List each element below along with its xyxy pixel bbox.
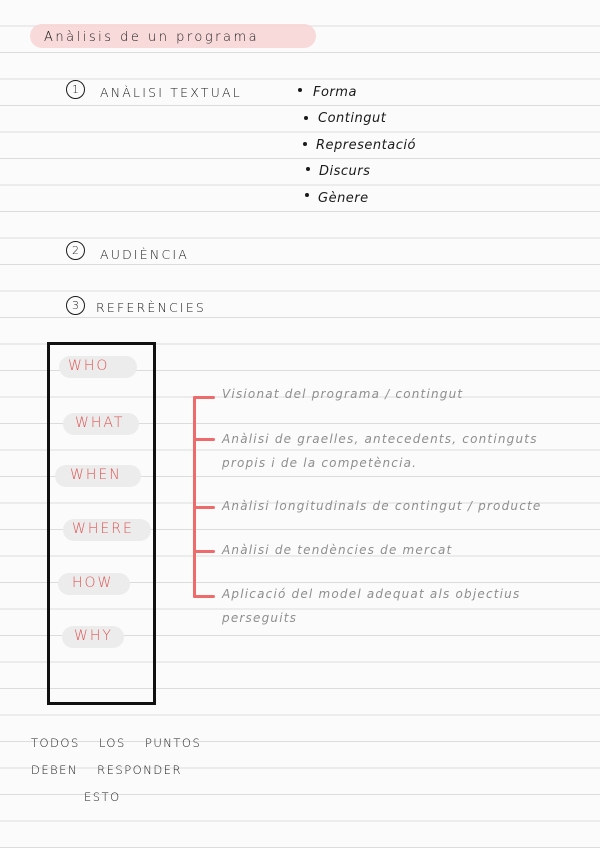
question-when: WHEN — [70, 467, 122, 483]
section-label-textual: ANÀLISI TEXTUAL — [100, 85, 242, 100]
description-line: propis i de la competència. — [222, 456, 418, 470]
section-label-audiencia: AUDIÈNCIA — [100, 247, 190, 262]
bullet-discurs: Discurs — [319, 164, 371, 179]
description-3 — [222, 494, 542, 518]
bullet-dot — [304, 116, 308, 120]
bracket-line — [193, 396, 196, 598]
section-label-referencies: REFERÈNCIES — [96, 300, 207, 315]
description-line: Aplicació del model adequat als objectius — [222, 587, 521, 601]
question-where: WHERE — [72, 521, 134, 537]
bullet-dot — [306, 167, 310, 171]
bullet-representacio: Representació — [316, 138, 416, 153]
bracket-tick — [193, 396, 215, 399]
description-line: Anàlisi de graelles, antecedents, continguts — [222, 432, 538, 446]
bullet-dot — [305, 193, 309, 197]
bracket-tick — [193, 550, 215, 553]
question-how: HOW — [72, 575, 114, 591]
bullet-dot — [303, 142, 307, 146]
page-title: Anàlisis de un programa — [44, 30, 260, 45]
description-line: perseguits — [222, 611, 298, 625]
bracket-tick — [193, 438, 215, 441]
footnote-line-2: DEBEN RESPONDER — [31, 763, 182, 777]
description-4 — [222, 538, 452, 562]
bullet-forma: Forma — [313, 85, 357, 100]
question-what: WHAT — [75, 415, 125, 431]
footnote-line-3: ESTO — [84, 790, 121, 804]
section-number-2: 2 — [66, 241, 85, 260]
footnote-line-1: TODOS LOS PUNTOS — [31, 736, 202, 750]
description-2 — [222, 427, 538, 475]
description-1 — [222, 382, 463, 406]
bracket-tick — [193, 595, 215, 598]
bullet-contingut: Contingut — [318, 111, 387, 126]
bullet-dot — [298, 88, 302, 92]
description-line: Anàlisi de tendències de mercat — [222, 543, 453, 557]
section-number-1: 1 — [66, 80, 85, 99]
description-line: Anàlisi longitudinals de contingut / producte — [222, 499, 542, 513]
question-why: WHY — [74, 628, 113, 644]
description-5 — [222, 582, 520, 630]
description-line: Visionat del programa / contingut — [222, 387, 464, 401]
bullet-genere: Gènere — [318, 191, 369, 206]
section-number-3: 3 — [66, 296, 85, 315]
bracket-tick — [193, 506, 215, 509]
question-who: WHO — [68, 358, 110, 374]
